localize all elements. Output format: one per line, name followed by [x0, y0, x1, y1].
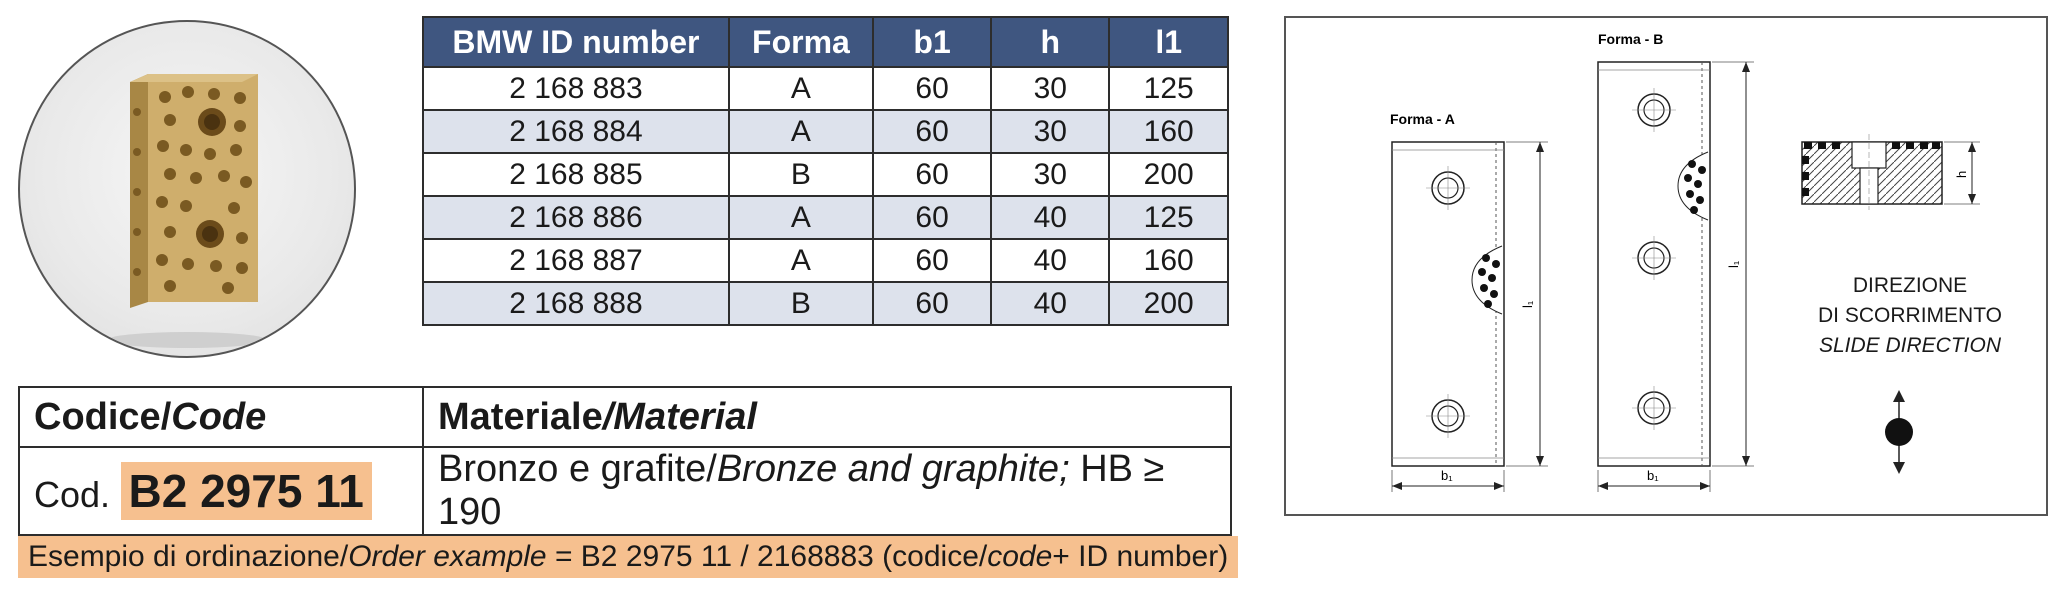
- cell-bmw-id: 2 168 887: [423, 239, 729, 282]
- code-header-text: Codice/: [34, 395, 172, 438]
- section-view: [1802, 134, 1980, 210]
- cell-b1: 60: [873, 282, 991, 325]
- cell-forma: A: [729, 239, 873, 282]
- material-text: Bronzo e grafite/: [438, 448, 717, 490]
- code-value-row: [19, 447, 1231, 535]
- cell-h: 40: [991, 196, 1109, 239]
- cell-bmw-id: 2 168 883: [423, 67, 729, 110]
- order-example-middle: = B2 2975 11 / 2168883 (codice/: [546, 540, 988, 573]
- forma-b-label: Forma - B: [1598, 31, 1664, 47]
- table-row: [423, 196, 1228, 239]
- order-example-italic2: code: [987, 540, 1053, 573]
- cell-b1: 60: [873, 67, 991, 110]
- forma-b-b1-label: b₁: [1647, 468, 1659, 483]
- cell-l1: 160: [1109, 239, 1228, 282]
- table-row: [423, 67, 1228, 110]
- forma-a-b1-label: b₁: [1441, 468, 1453, 483]
- slide-direction-arrow-icon: [1885, 390, 1913, 474]
- cell-forma: B: [729, 153, 873, 196]
- cell-l1: 160: [1109, 110, 1228, 153]
- product-code: B2 2975 11: [121, 462, 372, 520]
- header-forma: Forma: [729, 17, 873, 67]
- cell-h: 30: [991, 67, 1109, 110]
- cell-b1: 60: [873, 110, 991, 153]
- cell-l1: 200: [1109, 153, 1228, 196]
- cell-l1: 200: [1109, 282, 1228, 325]
- cell-b1: 60: [873, 196, 991, 239]
- header-bmw-id: BMW ID number: [423, 17, 729, 67]
- table-row: [423, 239, 1228, 282]
- cell-h: 40: [991, 239, 1109, 282]
- header-b1: b1: [873, 17, 991, 67]
- cell-bmw-id: 2 168 884: [423, 110, 729, 153]
- code-header: [19, 387, 423, 447]
- header-l1: l1: [1109, 17, 1228, 67]
- cell-forma: A: [729, 196, 873, 239]
- cod-prefix: Cod.: [34, 474, 111, 515]
- bronze-block-image: [20, 22, 354, 356]
- cell-forma: B: [729, 282, 873, 325]
- table-row: [423, 282, 1228, 325]
- cell-l1: 125: [1109, 67, 1228, 110]
- cell-bmw-id: 2 168 885: [423, 153, 729, 196]
- material-header-text: Materiale: [438, 395, 603, 438]
- cell-forma: A: [729, 110, 873, 153]
- code-header-italic: Code: [171, 395, 267, 438]
- order-example: [18, 536, 1238, 578]
- order-example-prefix: Esempio di ordinazione/: [28, 540, 349, 573]
- product-photo: [18, 20, 356, 358]
- cell-bmw-id: 2 168 886: [423, 196, 729, 239]
- material-header: [423, 387, 1231, 447]
- order-example-suffix: + ID number): [1052, 540, 1229, 573]
- material-header-italic: /Material: [602, 395, 757, 438]
- header-h: h: [991, 17, 1109, 67]
- cell-h: 40: [991, 282, 1109, 325]
- section-h-label: h: [1954, 170, 1969, 178]
- cell-bmw-id: 2 168 888: [423, 282, 729, 325]
- material-text-italic: Bronze and graphite;: [716, 448, 1070, 490]
- forma-a-l1-label: l₁: [1520, 300, 1535, 308]
- code-material-table: [18, 386, 1232, 536]
- forma-b-l1-label: l₁: [1726, 260, 1741, 268]
- spec-table: [422, 16, 1229, 326]
- cell-b1: 60: [873, 239, 991, 282]
- cell-forma: A: [729, 67, 873, 110]
- table-row: [423, 110, 1228, 153]
- drawing-canvas: [1286, 18, 2046, 514]
- cell-b1: 60: [873, 153, 991, 196]
- cell-h: 30: [991, 153, 1109, 196]
- cell-h: 30: [991, 110, 1109, 153]
- order-example-italic: Order example: [348, 540, 547, 573]
- technical-drawing: [1284, 16, 2048, 516]
- direction-label-it-2: DI SCORRIMENTO: [1818, 304, 2002, 327]
- code-header-row: [19, 387, 1231, 447]
- material-cell: [423, 447, 1231, 535]
- table-row: [423, 153, 1228, 196]
- cell-l1: 125: [1109, 196, 1228, 239]
- code-cell: [19, 447, 423, 535]
- spec-header-row: [423, 17, 1228, 67]
- material-hardness: HB ≥ 190: [438, 448, 1165, 533]
- direction-label-en: SLIDE DIRECTION: [1818, 334, 2002, 357]
- direction-label-it-1: DIREZIONE: [1852, 274, 1968, 297]
- forma-a-label: Forma - A: [1390, 111, 1455, 127]
